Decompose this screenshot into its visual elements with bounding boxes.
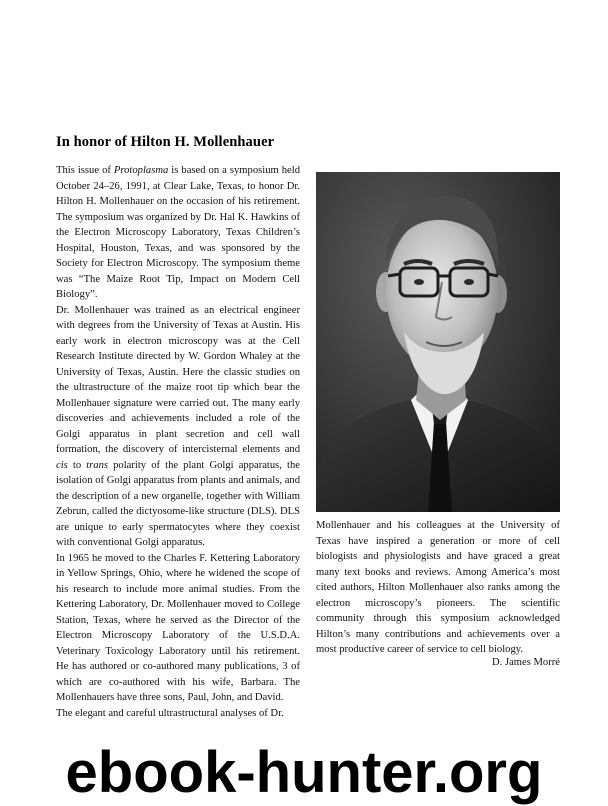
paragraph-2 [56,303,300,551]
author-signature: D. James Morré [492,657,560,668]
paragraph-5: Mollenhauer and his colleagues at the University of Texas have inspired a generation or more of cell biologists and physiologists and have graced a great many text books and reviews. Among America’s most cited authors, Hilton Mollenhauer also ranks among the electron microscopy’s pioneers. The scientific community through this symposium acknowledged Hilton’s many contributions and achievements over a most productive career of service to cell biology. [316,520,560,655]
paragraph-3: In 1965 he moved to the Charles F. Kettering Laboratory in Yellow Springs, Ohio, where he widened the scope of his research to include more animal studies. From the Kettering Laboratory, Dr. Mollenhauer moved to College Station, Texas, where he served as the Director of the Electron Microscopy Laboratory of the U.S.D.A. Veterinary Toxicology Laboratory until his retirement. He has authored or co-authored many publications, 3 of which are co-authored with his wife, Barbara. The Mollenhauers have three sons, Paul, John, and David. [56,552,300,703]
portrait-photo [316,172,560,512]
portrait-illustration [316,172,560,512]
paragraph-1-text-a: This issue of [56,165,114,176]
article-column-left [56,163,300,721]
paragraph-2-text-a: Dr. Mollenhauer was trained as an electrical engineer with degrees from the University of Texas at Austin. His early work in electron microscopy was at the Cell Research Institute directed by W. Gordon Whaley at the University of Texas, Austin. Here the classic studies on the ultrastructure of the maize root tip which bear the Mollenhauer signature were carried out. The many early discoveries and achievements included a role of the Golgi apparatus in plant secretion and cell wall formation, the discovery of intercisternal elements and [56,304,300,455]
paragraph-2-text-c: polarity of the plant Golgi apparatus, the isolation of Golgi apparatus from plants and animals, and the description of a new organelle, together with William Zebrun, called the dictyosome-like structure (DLS). DLS are unique to early spermatocytes where they coexist with conventional Golgi apparatus. [56,459,300,548]
watermark-text: ebook-hunter.org [65,744,543,805]
paragraph-1 [56,163,300,303]
trans-term: trans [86,459,109,471]
article-title: In honor of Hilton H. Mollenhauer [56,134,275,150]
paragraph-1-text-b: is based on a symposium held October 24–26, 1991, at Clear Lake, Texas, to honor Dr. Hilton H. Mollenhauer on the occasion of his retirement. The symposium was organized by Dr. Hal K. Hawkins of the Electron Microscopy Laboratory, Texas Children’s Hospital, Houston, Texas, and was sponsored by the Society for Electron Microscopy. The symposium theme was “The Maize Root Tip, Impact on Modern Cell Biology”. [56,165,300,300]
site-watermark [0,744,608,806]
cis-term: cis [56,459,68,471]
paragraph-2-text-b: to [67,459,87,471]
article-column-right [316,518,560,658]
journal-name: Protoplasma [113,165,169,176]
paragraph-4: The elegant and careful ultrastructural analyses of Dr. [56,707,284,719]
